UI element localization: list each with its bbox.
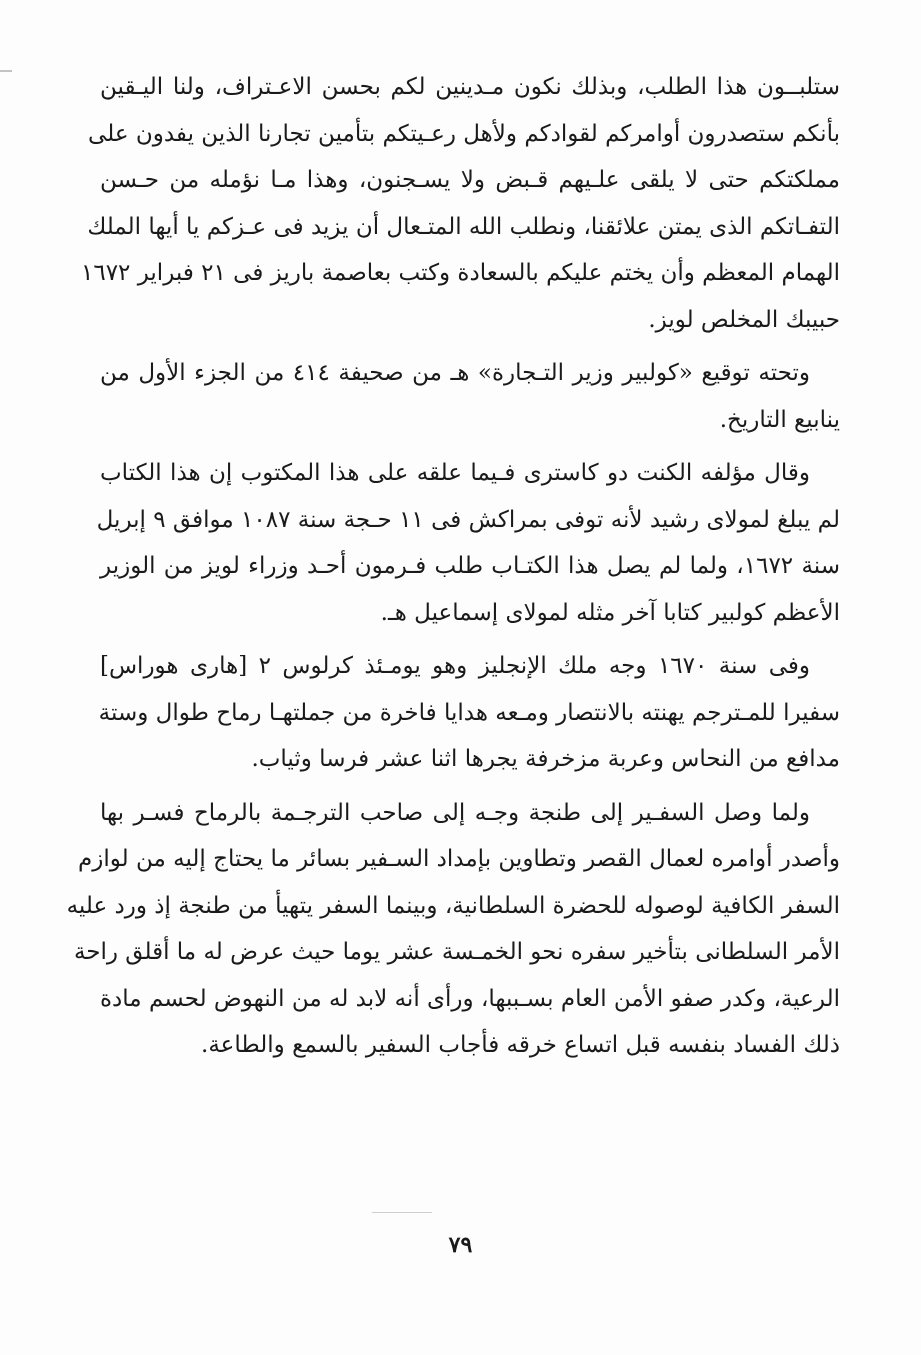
text-line: بأنكم ستصدرون أوامركم لقوادكم ولأهل رعـيتكم بتأمين تجارنا الذين يفدون على [88,120,840,147]
text-line: وأصدر أوامره لعمال القصر وتطاوين بإمداد السـفير بسائر ما يحتاج إليه من لوازم [78,846,840,872]
page-number: ٧٩ [448,1232,473,1258]
paragraph-2 [100,350,840,443]
paragraph-3 [96,450,840,636]
text-line: الرعية، وكدر صفو الأمن العام بسـببها، ورأى أنه لابد له من النهوض لحسم مادة [100,985,840,1012]
text-line: مدافع من النحاس وعربة مزخرفة يجرها اثنا عشر فرسا وثياب. [251,746,840,772]
text-line: الأمر السلطانى بتأخير سفره نحو الخمـسة عشر يوما حيث عرض له ما أقلق راحة [73,939,840,965]
scan-edge-mark [0,70,12,72]
text-line: وتحته توقيع «كولبير وزير التـجارة» هـ من صحيفة ٤١٤ من الجزء الأول من [100,360,810,386]
text-line: وقال مؤلفه الكنت دو كاسترى فـيما علقه على هذا المكتوب إن هذا الكتاب [100,460,810,486]
paragraph-4 [100,643,840,783]
paragraph-5 [66,790,840,1069]
text-line: ذلك الفساد بنفسه قبل اتساع خرقه فأجاب السفير بالسمع والطاعة. [201,1032,840,1058]
text-line: سفيرا للمـترجم يهنته بالانتصار ومـعه هدايا فاخرة من جملتهـا رماح طوال وستة [98,699,840,726]
paragraph-1 [80,64,840,343]
text-line: الأعظم كولبير كتابا آخر مثله لمولاى إسماعيل هـ. [380,599,840,626]
text-line: التفـاتكم الذى يمتن علائقنا، ونطلب الله المتـعال أن يزيد فى عـزكم يا أيها الملك [87,213,840,240]
text-line: حبيبك المخلص لويز. [648,306,840,333]
scan-speck [372,1212,432,1213]
text-line: لم يبلغ لمولاى رشيد لأنه توفى بمراكش فى ١١ حـجة سنة ١٠٨٧ موافق ٩ إبريل [96,506,840,533]
text-line: سنة ١٦٧٢، ولما لم يصل هذا الكتـاب طلب فـرمون أحـد وزراء لويز من الوزير [100,553,840,579]
text-line: ينابيع التاريخ. [719,406,840,433]
text-line: ولما وصل السفـير إلى طنجة وجـه إلى صاحب الترجـمة بالرماح فسـر بها [100,799,810,826]
text-line: مملكتكم حتى لا يلقى علـيهم قـبض ولا يسـجنون، وهذا مـا نؤمله من حـسن [100,167,840,193]
text-line: السفر الكافية لوصوله للحضرة السلطانية، وبينما السفر يتهيأ من طنجة إذ ورد عليه [66,892,840,919]
text-line: وفى سنة ١٦٧٠ وجه ملك الإنجليز وهو يومـئذ كرلوس ٢ [هارى هوراس] [100,653,811,679]
text-line: الهمام المعظم وأن يختم عليكم بالسعادة وكتب بعاصمة باريز فى ٢١ فبراير ١٦٧٢ [80,260,840,286]
text-line: ستلبــون هذا الطلب، وبذلك نكون مـدينين لكم بحسن الاعـتراف، ولنا اليـقين [100,74,840,100]
body-text [66,64,840,1069]
